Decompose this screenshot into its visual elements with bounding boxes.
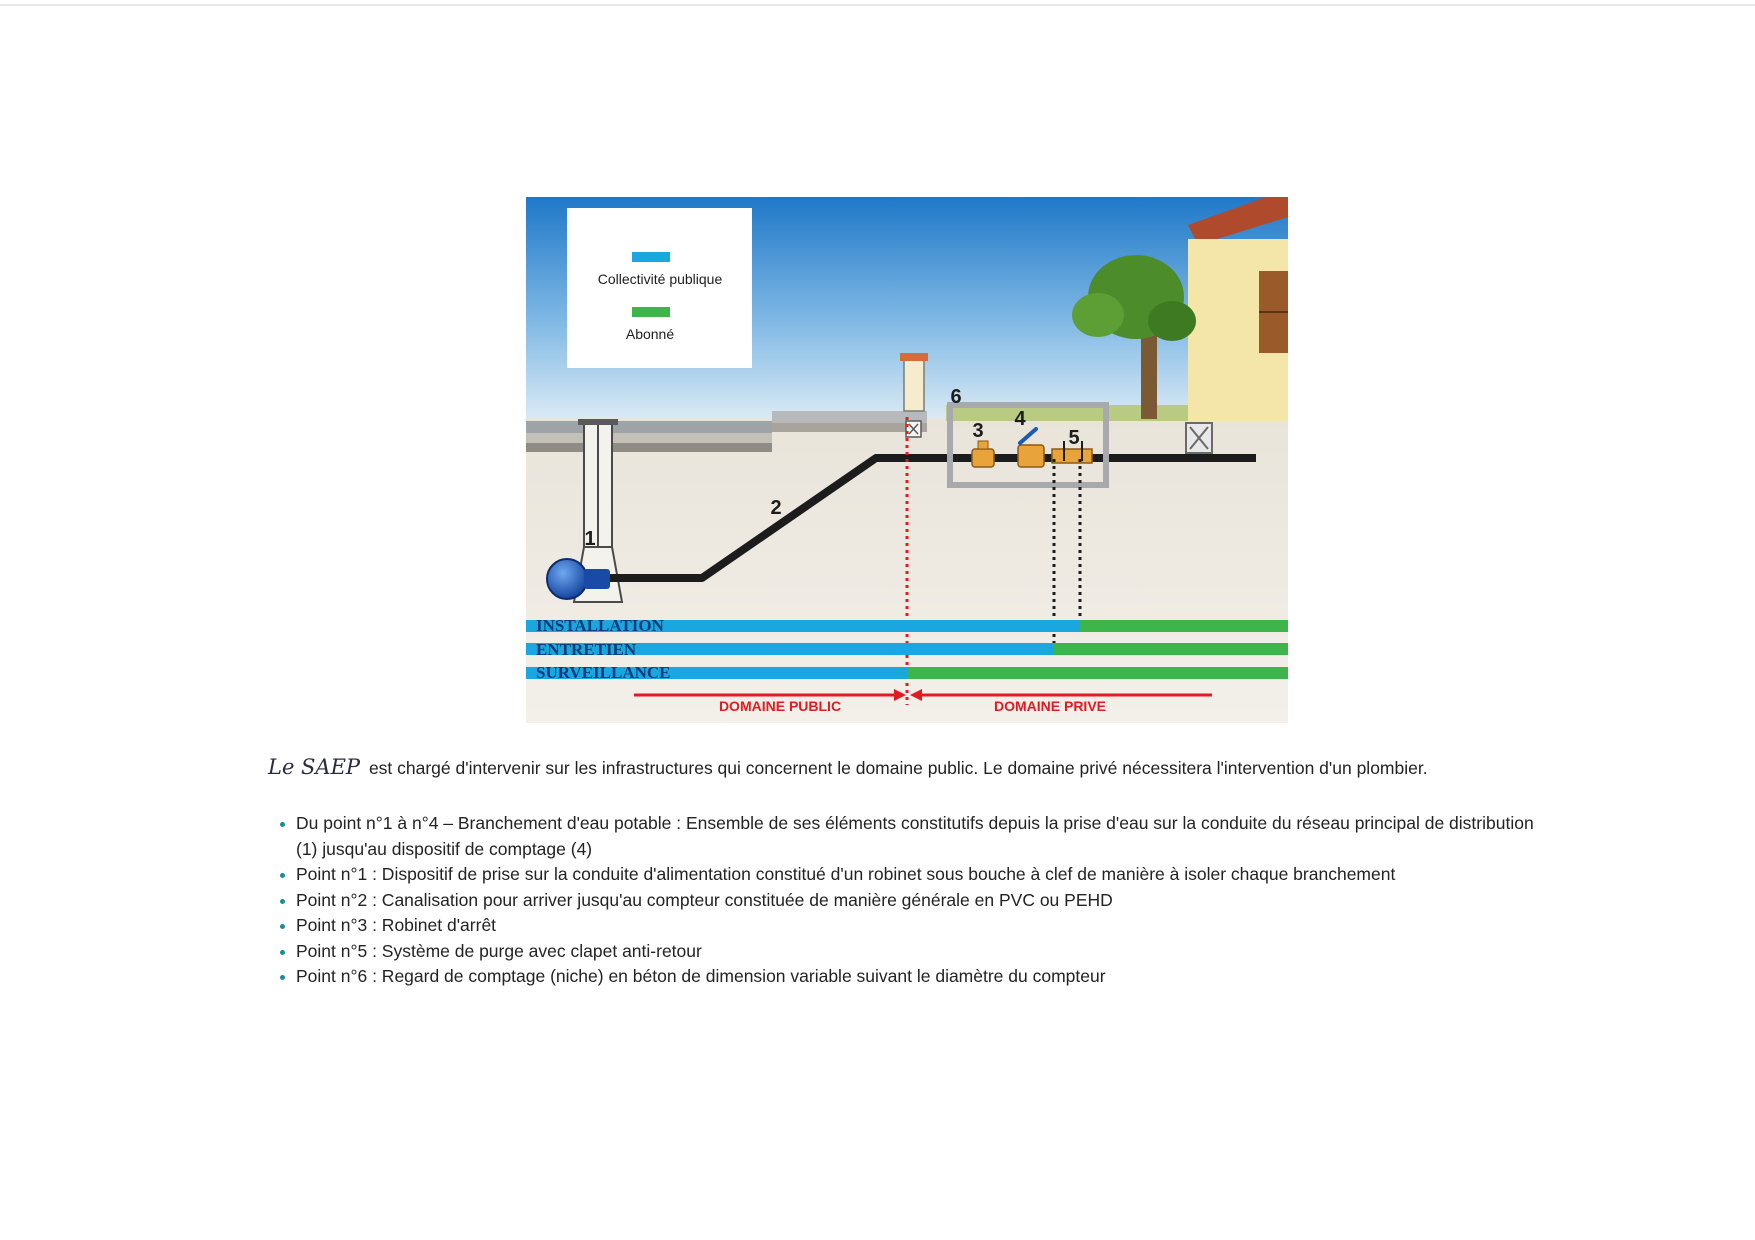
bar-installation-private <box>1080 620 1288 632</box>
intro-text: est chargé d'intervenir sur les infrastructures qui concernent le domaine public. Le domaine privé nécessitera l'intervention d'un plombier. <box>368 758 1428 778</box>
domain-private-label: DOMAINE PRIVE <box>993 698 1107 714</box>
stop-valve-handle <box>978 441 988 449</box>
main-pipe-valve-icon <box>547 559 587 599</box>
legend-public-label: Collectivité publique <box>597 271 723 287</box>
water-meter-icon <box>1018 445 1044 467</box>
legend-box <box>567 208 752 368</box>
bar-surveillance-private <box>907 667 1288 679</box>
bar-entretien-private <box>1054 643 1288 655</box>
marker-5: 5 <box>1068 427 1080 449</box>
tree-crown-left <box>1072 293 1124 337</box>
list-item: Point n°6 : Regard de comptage (niche) en béton de dimension variable suivant le diamètre du compteur <box>276 964 1536 990</box>
list-item: Point n°5 : Système de purge avec clapet anti-retour <box>276 939 1536 965</box>
marker-3: 3 <box>972 420 984 442</box>
valve-head <box>578 419 618 425</box>
legend-private-swatch <box>632 307 670 317</box>
street-box-cap <box>900 353 928 361</box>
road-gravel <box>526 433 772 443</box>
sidewalk <box>772 411 927 423</box>
purge-valve-icon <box>1052 449 1092 463</box>
list-item: Du point n°1 à n°4 – Branchement d'eau potable : Ensemble de ses éléments constitutifs depuis la prise d'eau sur la conduite du réseau principal de distribution (1) jusqu'au dispositif de comptage (4) <box>276 811 1536 862</box>
sidewalk-gravel <box>772 423 927 432</box>
list-item: Point n°2 : Canalisation pour arriver jusqu'au compteur constituée de manière générale en PVC ou PEHD <box>276 888 1536 914</box>
road-surface <box>526 421 772 433</box>
legend-private-label: Abonné <box>625 326 675 342</box>
stop-valve-icon <box>972 449 994 467</box>
bar-surveillance-label: SURVEILLANCE <box>536 663 671 682</box>
list-item: Point n°1 : Dispositif de prise sur la conduite d'alimentation constitué d'un robinet sous bouche à clef de manière à isoler chaque branchement <box>276 862 1536 888</box>
domain-public-label: DOMAINE PUBLIC <box>718 698 842 714</box>
marker-6: 6 <box>950 386 962 408</box>
water-connection-diagram <box>526 197 1288 723</box>
marker-4: 4 <box>1014 408 1026 430</box>
bar-installation-label: INSTALLATION <box>536 616 664 635</box>
points-list <box>276 811 1536 990</box>
street-box-pillar <box>904 359 924 411</box>
marker-1: 1 <box>584 528 596 550</box>
intro-paragraph <box>268 752 1518 783</box>
road-base <box>526 443 772 452</box>
page-top-edge <box>0 4 1755 6</box>
marker-2: 2 <box>770 497 782 519</box>
legend-public-swatch <box>632 252 670 262</box>
handwritten-saep: Le SAEP <box>268 755 361 779</box>
valve-coupling <box>584 569 610 589</box>
list-item: Point n°3 : Robinet d'arrêt <box>276 913 1536 939</box>
bar-entretien-label: ENTRETIEN <box>536 640 637 659</box>
tree-crown-right <box>1148 301 1196 341</box>
